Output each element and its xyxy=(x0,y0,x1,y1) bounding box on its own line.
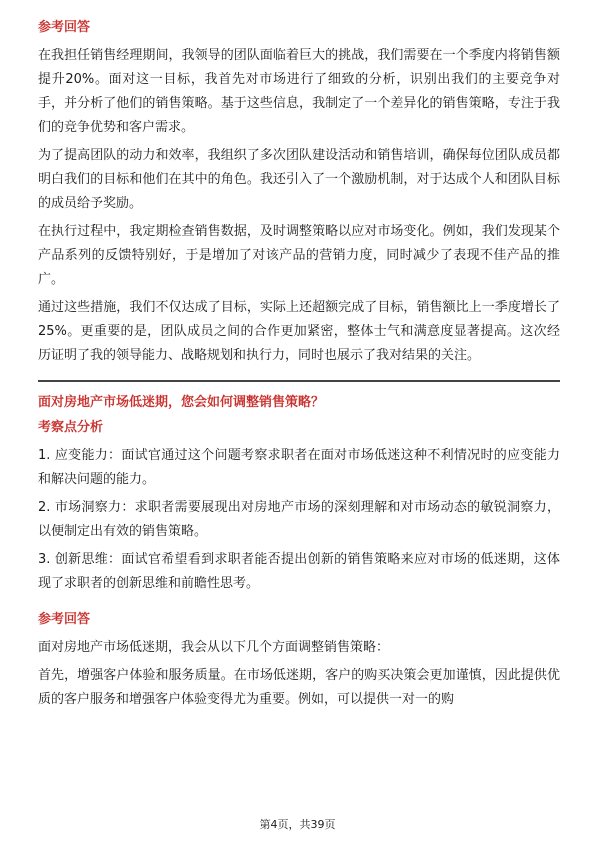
section-divider xyxy=(38,380,560,382)
analysis-heading: 考察点分析 xyxy=(38,420,104,435)
page-number: 第4页，共39页 xyxy=(259,818,336,831)
answer-paragraph: 通过这些措施，我们不仅达成了目标，实际上还超额完成了目标，销售额比上一季度增长了25%。更重要的是，团队成员之间的合作更加紧密，整体士气和满意度显著提高。这次经历证明了我的领导能力、战略规划和执行力，同时也展示了我对结果的关注。 xyxy=(38,300,560,363)
answer-paragraph: 首先，增强客户体验和服务质量。在市场低迷期，客户的购买决策会更加谨慎，因此提供优质的客户服务和增强客户体验变得尤为重要。例如，可以提供一对一的购 xyxy=(38,668,560,707)
document-page xyxy=(38,18,560,716)
analysis-item: 1. 应变能力：面试官通过这个问题考察求职者在面对市场低迷这种不利情况时的应变能力和解决问题的能力。 xyxy=(38,448,560,487)
answer-paragraph: 在执行过程中，我定期检查销售数据，及时调整策略以应对市场变化。例如，我们发现某个产品系列的反馈特别好，于是增加了对该产品的营销力度，同时减少了表现不佳产品的推广。 xyxy=(38,224,560,287)
analysis-item: 3. 创新思维：面试官希望看到求职者能否提出创新的销售策略来应对市场的低迷期，这体现了求职者的创新思维和前瞻性思考。 xyxy=(38,552,560,591)
reference-answer-heading: 参考回答 xyxy=(38,612,91,627)
analysis-item: 2. 市场洞察力：求职者需要展现出对房地产市场的深刻理解和对市场动态的敏锐洞察力，以便制定出有效的销售策略。 xyxy=(38,500,560,539)
answer-paragraph: 在我担任销售经理期间，我领导的团队面临着巨大的挑战，我们需要在一个季度内将销售额提升20%。面对这一目标，我首先对市场进行了细致的分析，识别出我们的主要竞争对手，并分析了他们的销售策略。基于这些信息，我制定了一个差异化的销售策略，专注于我们的竞争优势和客户需求。 xyxy=(38,48,560,135)
answer-paragraph: 面对房地产市场低迷期，我会从以下几个方面调整销售策略： xyxy=(38,640,390,655)
interview-question: 面对房地产市场低迷期，您会如何调整销售策略？ xyxy=(38,395,325,410)
section-gap xyxy=(38,600,560,610)
reference-answer-heading: 参考回答 xyxy=(38,20,91,35)
answer-paragraph: 为了提高团队的动力和效率，我组织了多次团队建设活动和销售培训，确保每位团队成员都明白我们的目标和他们在其中的角色。我还引入了一个激励机制，对于达成个人和团队目标的成员给予奖励。 xyxy=(38,148,560,211)
